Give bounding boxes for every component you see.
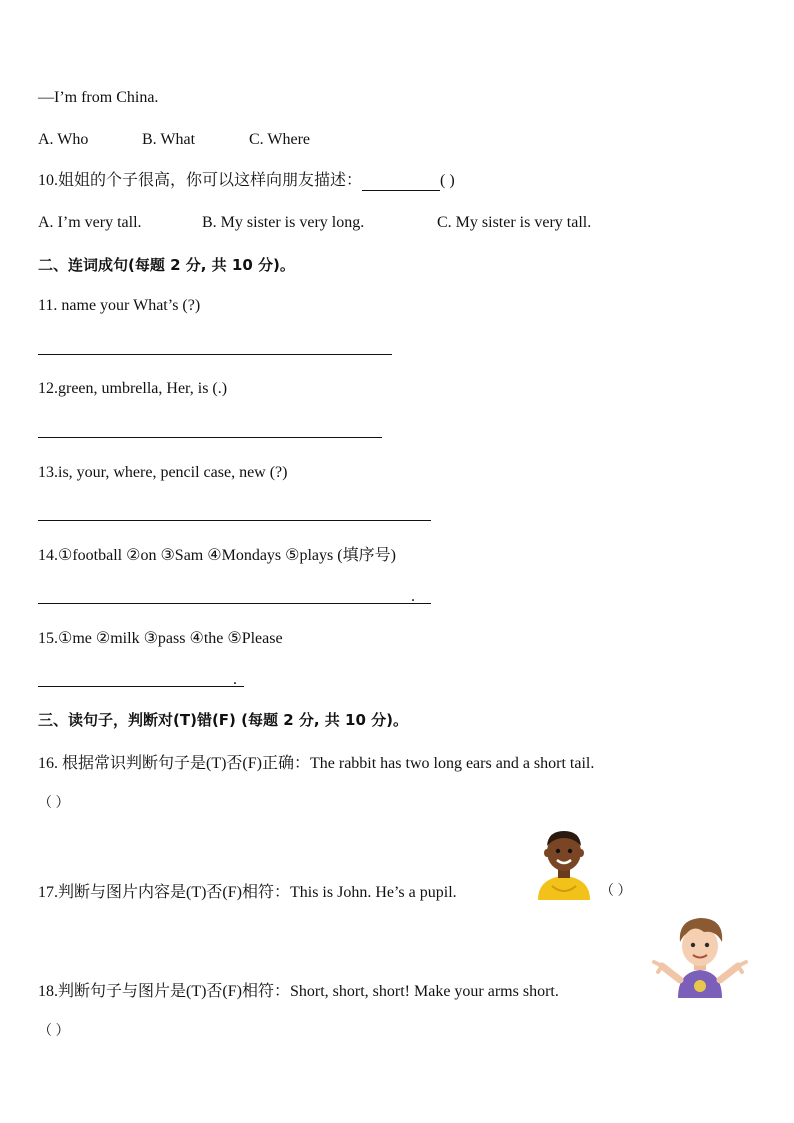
q10-option-c: C. My sister is very tall. — [437, 214, 592, 231]
q18-answer-paren[interactable]: （ ） — [38, 1024, 70, 1039]
q16-statement: 16. 根据常识判断句子是(T)否(F)正确：The rabbit has two long ears and a short tail. — [38, 755, 595, 772]
q11-answer-line[interactable] — [38, 354, 392, 355]
q11-words: 11. name your What’s (?) — [38, 297, 201, 314]
q17-statement: 17.判断与图片内容是(T)否(F)相符：This is John. He’s a pupil. — [38, 884, 457, 901]
section-2-heading: 二、连词成句(每题 2 分, 共 10 分)。 — [38, 256, 295, 274]
q10-paren: ( ) — [440, 172, 455, 189]
q15-answer-line[interactable] — [38, 686, 244, 687]
section-3-heading: 三、读句子，判断对(T)错(F) (每题 2 分, 共 10 分)。 — [38, 711, 408, 729]
q13-answer-line[interactable] — [38, 520, 431, 521]
q9-option-b: B. What — [142, 131, 196, 148]
boy-shrugging-illustration — [650, 914, 750, 998]
q14-answer-line[interactable] — [38, 603, 431, 604]
q16-answer-paren[interactable]: （ ） — [38, 796, 70, 811]
q10-options — [38, 213, 591, 233]
q9-option-a: A. Who — [38, 131, 89, 148]
q18-statement: 18.判断句子与图片是(T)否(F)相符：Short, short, short! Make your arms short. — [38, 983, 559, 1000]
q10-option-b: B. My sister is very long. — [202, 214, 365, 231]
q9-answer-line: —I’m from China. — [38, 89, 159, 106]
q17-answer-paren[interactable]: （ ） — [600, 884, 632, 899]
q9-options — [38, 130, 310, 150]
q9-option-c: C. Where — [249, 131, 311, 148]
q12-answer-line[interactable] — [38, 437, 382, 438]
q13-words: 13.is, your, where, pencil case, new (?) — [38, 464, 288, 481]
john-pupil-illustration — [530, 826, 598, 900]
q15-words: 15.①me ②milk ③pass ④the ⑤Please — [38, 630, 283, 647]
q14-words: 14.①football ②on ③Sam ④Mondays ⑤plays (填序号) — [38, 547, 396, 564]
q14-period: . — [411, 588, 415, 605]
q12-words: 12.green, umbrella, Her, is (.) — [38, 380, 228, 397]
q10-answer-blank[interactable] — [362, 174, 440, 191]
q10-prompt: 10.姐姐的个子很高，你可以这样向朋友描述： — [38, 172, 363, 189]
q15-period: . — [233, 671, 237, 688]
q10-option-a: A. I’m very tall. — [38, 214, 142, 231]
q10-prompt-line — [38, 171, 455, 191]
